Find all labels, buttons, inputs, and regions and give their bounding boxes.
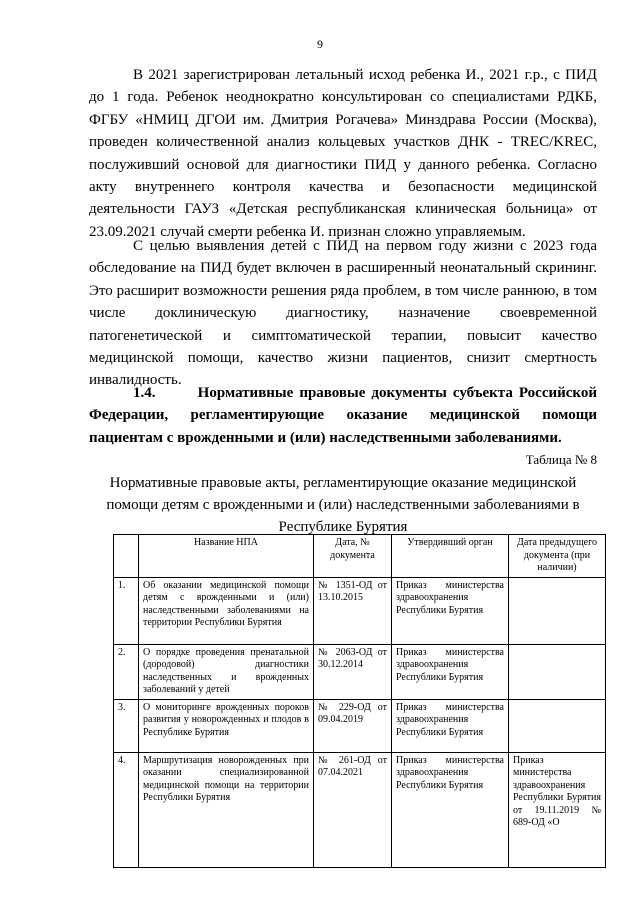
paragraph-text: С целью выявления детей с ПИД на первом году жизни с 2023 года обследование на ПИД будет включен в расширенный неонатальный скрининг. Это расширит возможности решения ряда проблем, в том числе раннюю, в том числе доклиническую диагностику, назначение своевременной патогенетической и симптоматической терапии, повысит качество медицинской помощи, качество жизни пациентов, снизит смертность инвалидность. bbox=[89, 238, 597, 389]
table-row bbox=[114, 699, 606, 752]
table-caption: Нормативные правовые акты, регламентирующие оказание медицинской помощи детям с врожденными и (или) наследственными заболеваниями в Республике Бурятия bbox=[106, 475, 580, 535]
cell-prev: Приказ министерства здравоохранения Республики Бурятия от 19.11.2019 № 689-ОД «О bbox=[509, 752, 606, 867]
cell-organ: Приказ министерства здравоохранения Республики Бурятия bbox=[392, 577, 509, 644]
section-heading bbox=[89, 382, 597, 449]
table-row bbox=[114, 752, 606, 867]
header-name: Название НПА bbox=[139, 535, 314, 578]
table-row bbox=[114, 644, 606, 699]
npa-table bbox=[113, 534, 606, 868]
cell-num: 3. bbox=[114, 699, 139, 752]
table-row bbox=[114, 577, 606, 644]
cell-num: 4. bbox=[114, 752, 139, 867]
cell-date: № 2063-ОД от 30.12.2014 bbox=[314, 644, 392, 699]
header-organ: Утвердивший орган bbox=[392, 535, 509, 578]
header-date: Дата, № документа bbox=[314, 535, 392, 578]
section-title: Нормативные правовые документы субъекта Российской Федерации, регламентирующие оказание медицинской помощи пациентам с врожденными и (или) наследственными заболеваниями. bbox=[89, 385, 598, 446]
cell-organ: Приказ министерства здравоохранения Республики Бурятия bbox=[392, 644, 509, 699]
paragraph-death-case bbox=[89, 64, 597, 243]
header-num bbox=[114, 535, 139, 578]
table-number-label: Таблица № 8 bbox=[525, 452, 597, 467]
table-header-row bbox=[114, 535, 606, 578]
cell-prev bbox=[509, 699, 606, 752]
cell-date: № 261-ОД от 07.04.2021 bbox=[314, 752, 392, 867]
cell-name: Маршрутизация новорожденных при оказании специализированной медицинской помощи на территории Республики Бурятия bbox=[139, 752, 314, 867]
cell-organ: Приказ министерства здравоохранения Республики Бурятия bbox=[392, 752, 509, 867]
cell-name: О порядке проведения пренатальной (дородовой) диагностики наследственных и врожденных заболеваний у детей bbox=[139, 644, 314, 699]
section-number: 1.4. bbox=[133, 385, 156, 401]
header-prev: Дата предыдущего документа (при наличии) bbox=[509, 535, 606, 578]
cell-prev bbox=[509, 644, 606, 699]
cell-num: 1. bbox=[114, 577, 139, 644]
paragraph-text: В 2021 зарегистрирован летальный исход ребенка И., 2021 г.р., с ПИД до 1 года. Ребенок неоднократно консультирован со специалистами РДКБ, ФГБУ «НМИЦ ДГОИ им. Дмитрия Рогачева» Минздрава России (Москва), проведен количественной анализ кольцевых участков ДНК - TREC/KREC, послуживший основой для диагностики ПИД у данного ребенка. Согласно акту внутреннего контроля качества и безопасности медицинской деятельности ГАУЗ «Детская республиканская клиническая больница» от 23.09.2021 случай смерти ребенка И. признан сложно управляемым. bbox=[89, 67, 597, 240]
cell-date: № 1351-ОД от 13.10.2015 bbox=[314, 577, 392, 644]
page-number: 9 bbox=[317, 37, 323, 51]
cell-organ: Приказ министерства здравоохранения Республики Бурятия bbox=[392, 699, 509, 752]
paragraph-screening bbox=[89, 235, 597, 392]
cell-name: Об оказании медицинской помощи детям с врожденными и (или) наследственными заболеваниями на территории Республики Бурятия bbox=[139, 577, 314, 644]
cell-prev bbox=[509, 577, 606, 644]
cell-date: № 229-ОД от 09.04.2019 bbox=[314, 699, 392, 752]
cell-name: О мониторинге врожденных пороков развития у новорожденных и плодов в Республике Бурятия bbox=[139, 699, 314, 752]
cell-num: 2. bbox=[114, 644, 139, 699]
